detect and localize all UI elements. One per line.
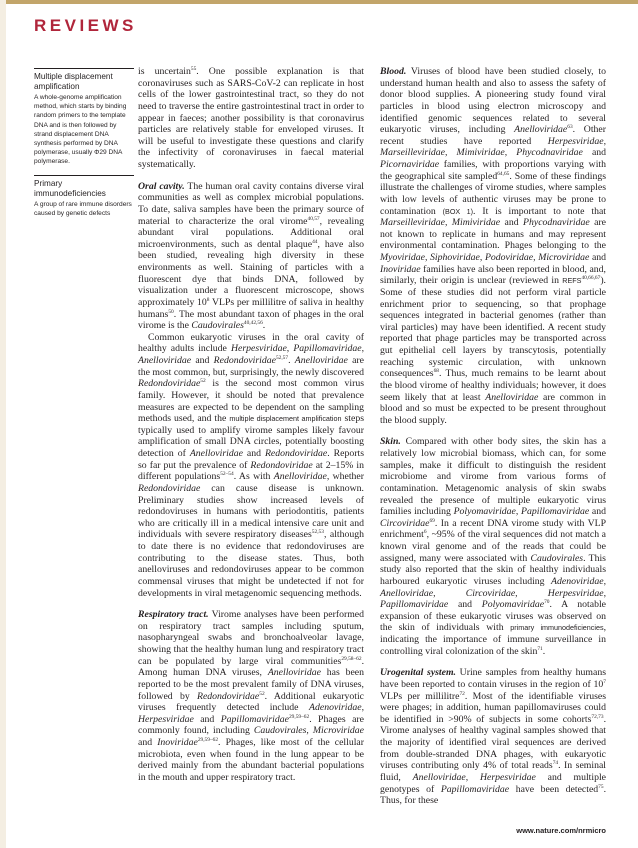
citation-ref[interactable]: 40,66,67 xyxy=(581,275,601,282)
taxon-name: Herpesviridae xyxy=(547,135,604,147)
taxon-name: Anelloviridae xyxy=(485,391,539,403)
taxon-name: Picornaviridae xyxy=(380,159,440,170)
citation-ref[interactable]: 29,58–62 xyxy=(341,655,362,662)
taxon-name: Microviridae xyxy=(538,252,590,263)
left-margin-strip xyxy=(0,0,6,848)
taxon-name: Inoviridae xyxy=(380,263,421,275)
paragraph-oral-eukaryotic: Common eukaryotic viruses in the oral cavity of healthy adults include Herpesviridae, Papillomaviridae, Anelloviridae and Redondoviridae$^{52,57}$. Anelloviridae are the most common, but, surprisingly, the newly discovered Redondoviridae$^{52}$ is the second most common virus family. However, it should be noted that prevalence measures are expected to be dependent on the sampling methods used, and the multiple displacement amplification steps typically used to amplify virome samples likely favour amplification of small DNA circles, potentially boosting detection of Anelloviridae and Redondoviridae. Reports so far put the prevalence of Redondoviridae at 2–15% in different populations$^{52-54}$. As with Anelloviridae, whether Redondoviridae can cause disease is unknown. Preliminary studies show increased levels of redondoviruses in humans with periodontitis, patients who are critically ill in a medical intensive care unit and individuals with severe respiratory diseases$^{52,53}$, although to date there is no evidence that redondoviruses are contributing to the disease states. Thus, both anelloviruses and redondoviruses appear to be common commensal viruses that might be undetected if not for developments in viral metagenomic sequencing methods. xyxy=(138,331,365,599)
taxon-name: Papillomaviridae xyxy=(440,783,510,795)
citation-ref[interactable]: 64,65 xyxy=(497,170,510,177)
paragraph-respiratory-tract: Respiratory tract. Virome analyses have been performed on respiratory tract samples including sputum, nasopharyngeal swabs and bronchoalveolar lavage, showing that the healthy human lung and respiratory tract can be populated by large viral communities$^{29,58-62}$. Among human DNA viruses, Anelloviridae has been reported to be the most prevalent family of DNA viruses, followed by Redondoviridae$^{52}$. Additional eukaryotic viruses frequently detected include Adenoviridae, Herpesviridae and Papillomaviridae$^{29,59-62}$. Phages are commonly found, including Caudovirales, Microviridae and Inoviridae$^{29,59-62}$. Phages, like most of the cellular microbiota, even when found in the lung appear to be derived mainly from the abundant bacterial populations in the mouth and upper respiratory tract. xyxy=(138,609,365,783)
citation-ref[interactable]: 71 xyxy=(537,645,543,652)
right-text-column xyxy=(380,66,606,807)
taxon-name: Marseilleviridae xyxy=(380,147,445,159)
citation-ref[interactable]: 52,53 xyxy=(311,529,324,536)
taxon-name: Redondoviridae xyxy=(213,355,276,366)
run-in-heading: Urogenital system. xyxy=(380,667,456,679)
citation-ref[interactable]: 69 xyxy=(429,517,435,524)
glossary-term: Multiple displacement amplification xyxy=(34,68,134,92)
citation-ref[interactable]: 52 xyxy=(259,690,265,697)
taxon-name: Caudovirales xyxy=(530,552,584,564)
paragraph-urogenital: Urogenital system. Urine samples from healthy humans have been reported to contain viruses in the region of $10^7$ VLPs per millilitre$^{72}$. Most of the identifiable viruses were phages; in addition, human papillomaviruses could be identified in >90% of subjects in some cohorts$^{72,73}$. Virome analyses of healthy vaginal samples showed that the majority of identified viral sequences are derived from double-stranded DNA phages, with eukaryotic viruses contributing only 4% of total reads$^{74}$. In seminal fluid, Anelloviridae, Herpesviridae and multiple genotypes of Papillomaviridae have been detected$^{75}$. Thus, for these xyxy=(380,667,607,807)
taxon-name: Redondoviridae xyxy=(138,482,201,494)
taxon-name: Redondoviridae xyxy=(264,448,328,459)
citation-ref[interactable]: 68 xyxy=(433,368,439,375)
taxon-name: Mimiviridae xyxy=(451,217,501,229)
citation-ref[interactable]: 44 xyxy=(312,238,318,245)
glossary-term: Primary immunodeficiencies xyxy=(34,175,134,199)
taxon-name: Anelloviridae xyxy=(189,448,243,459)
taxon-name: Anelloviridae xyxy=(267,667,321,679)
taxon-name: Phycodnaviridae xyxy=(523,217,590,229)
paragraph-skin: Skin. Compared with other body sites, the skin has a relatively low microbial biomass, which can, for some samples, make it difficult to distinguish the resident microbiome and virome from various forms of contamination. Metagenomic analysis of skin swabs revealed the presence of multiple eukaryotic virus families including Polyomaviridae, Papillomaviridae and Circoviridae$^{69}$. In a recent DNA virome study with VLP enrichment$^6$, ~95% of the viral sequences did not match a known viral genome and of the reads that could be assigned, many were associated with Caudovirales. This study also reported that the skin of healthy individuals harboured eukaryotic viruses including Adenoviridae, Anelloviridae, Circoviridae, Herpesviridae, Papillomaviridae and Polyomaviridae$^{70}$. A notable expansion of these eukaryotic viruses was observed on the skin of individuals with primary immunodeficiencies, indicating the importance of immune surveillance in controlling viral colonization of the skin$^{71}$. xyxy=(380,436,607,657)
citation-ref[interactable]: 50 xyxy=(168,308,174,315)
taxon-name: Phycodnaviridae xyxy=(516,147,583,159)
section-label: REVIEWS xyxy=(34,16,137,35)
taxon-name: Anelloviridae xyxy=(273,471,327,483)
taxon-name: Redondoviridae xyxy=(250,459,313,471)
taxon-name: Adenoviridae xyxy=(551,575,604,587)
taxon-name: Microviridae xyxy=(312,725,365,737)
citation-ref[interactable]: 75 xyxy=(598,783,604,790)
paragraph-oral-cavity: Oral cavity. The human oral cavity contains diverse viral communities as well as complex microbial populations. To date, saliva samples have been the primary source of material to characterize the oral virome$^{40,57}$, revealing abundant viral populations. Additional oral microenvironments, such as dental plaque$^{44}$, have also been studied, revealing high diversity in these environments as well. Staining of particles with a fluorescent dye that binds DNA, followed by visualization under a fluorescent microscope, shows approximately $10^8$ VLPs per millilitre of saliva in healthy humans$^{50}$. The most abundant taxon of phages in the oral virome is the Caudovirales$^{40,42,56}$. xyxy=(138,180,364,332)
glossary-link[interactable]: (BOX 1) xyxy=(442,206,474,216)
citation-ref[interactable]: 63 xyxy=(567,124,573,131)
taxon-name: Siphoviridae xyxy=(430,252,480,263)
glossary-link[interactable]: multiple displacement amplification xyxy=(229,414,342,424)
paragraph-blood: Blood. Viruses of blood have been studied closely, to understand human health and also to assess the safety of donor blood supplies. A pioneering study found viral particles in blood using electron microscopy and identified genomic sequences related to several eukaryotic viruses, including Anelloviridae$^{63}$. Other recent studies have reported Herpesviridae, Marseilleviridae, Mimiviridae, Phycodnaviridae and Picornaviridae families, with proportions varying with the geographical site sampled$^{64,65}$. Some of these findings illustrate the challenges of virome studies, where samples with low levels of authentic viruses may be prone to contamination (BOX 1). It is important to note that Marseilleviridae, Mimiviridae and Phycodnaviridae are not known to replicate in humans and may represent environmental contamination. Phages belonging to the Myoviridae, Siphoviridae, Podoviridae, Microviridae and Inoviridae families have also been reported in blood, and, similarly, their origin is unclear (reviewed in REFS$^{40,66,67}$). Some of these studies did not perform viral particle enrichment prior to sequencing, so that prophage sequences integrated in bacterial genomes (rather than viral particles) may have been identified. A recent study reported that phage particles may be transported across gut epithelial cell layers by transcytosis, potentially reaching systemic circulation, with unknown consequences$^{68}$. Thus, much remains to be learnt about the blood virome of healthy individuals; however, it does seem likely that at least Anelloviridae are common in blood and so must be expected to be present throughout the blood supply. xyxy=(380,66,607,426)
citation-ref[interactable]: 70 xyxy=(544,599,550,606)
taxon-name: Herpesviridae xyxy=(480,771,536,783)
glossary-definition: A group of rare immune disorders caused by genetic defects xyxy=(34,200,132,217)
taxon-name: Anelloviridae xyxy=(294,355,348,366)
citation-ref[interactable]: 52,57 xyxy=(275,355,289,361)
glossary-link[interactable]: REFS xyxy=(562,276,582,286)
taxon-name: Herpesviridae xyxy=(231,343,287,355)
glossary-entry xyxy=(34,68,134,167)
taxon-name: Anelloviridae xyxy=(412,771,466,783)
taxon-name: Anelloviridae xyxy=(514,124,568,136)
citation-ref[interactable]: 6 xyxy=(423,529,427,536)
citation-ref[interactable]: 52–54 xyxy=(220,471,234,478)
taxon-name: Anelloviridae xyxy=(138,355,192,366)
taxon-name: Mimiviridae xyxy=(456,147,505,159)
citation-ref[interactable]: 29,59–62 xyxy=(197,737,219,743)
taxon-name: Marseilleviridae xyxy=(380,217,445,229)
citation-ref[interactable]: 55 xyxy=(190,66,197,72)
taxon-name: Polyomaviridae xyxy=(453,506,516,518)
taxon-name: Herpesviridae xyxy=(138,713,194,725)
taxon-name: Redondoviridae xyxy=(196,690,260,702)
taxon-name: Circoviridae xyxy=(465,587,516,599)
taxon-name: Papillomaviridae xyxy=(220,713,289,725)
footer-url: www.nature.com/nrmicro xyxy=(516,826,606,835)
taxon-name: Papillomaviridae xyxy=(521,506,590,518)
run-in-heading: Oral cavity. xyxy=(138,180,185,192)
run-in-heading: Skin. xyxy=(380,436,401,448)
taxon-name: Polyomaviridae xyxy=(481,599,545,611)
taxon-name: Redondoviridae xyxy=(138,378,201,390)
citation-ref[interactable]: 29,59–62 xyxy=(288,713,310,720)
citation-ref[interactable]: 52 xyxy=(200,378,206,385)
citation-ref[interactable]: 74 xyxy=(552,760,559,767)
glossary-sidebar xyxy=(34,68,134,226)
glossary-definition: A whole-genome amplification method, which starts by binding random primers to the template DNA and is then followed by strand displacement DNA synthesis performed by DNA polymerase, usually Φ29 DNA polymerase. xyxy=(34,94,127,166)
citation-ref[interactable]: 72,73 xyxy=(591,713,604,720)
run-in-heading: Respiratory tract. xyxy=(138,609,209,621)
taxon-name: Inoviridae xyxy=(157,737,198,748)
taxon-name: Myoviridae xyxy=(380,252,425,263)
taxon-name: Circoviridae xyxy=(380,517,430,529)
citation-ref[interactable]: 40,42,56 xyxy=(243,320,263,327)
taxon-name: Podoviridae xyxy=(484,252,534,263)
citation-ref[interactable]: 72 xyxy=(459,690,465,697)
paragraph-intro: is uncertain$^{55}$. One possible explanation is that coronaviruses such as SARS-CoV-2 can replicate in host cells of the lower gastrointestinal tract, so they do not need to traverse the entire gastrointestinal tract in order to appear in faeces; another possibility is that coronavirus particles are relatively stable for enveloped viruses. It will be useful to investigate these questions and clarify the infectivity of coronaviruses in faecal material systematically. xyxy=(138,66,364,170)
run-in-heading: Blood. xyxy=(380,66,407,77)
citation-ref[interactable]: 8 xyxy=(206,296,210,303)
citation-ref[interactable]: 40,57 xyxy=(307,215,320,222)
taxon-name: Caudovirales xyxy=(191,320,244,332)
taxon-name: Caudovirales xyxy=(253,725,307,737)
taxon-name: Anelloviridae xyxy=(380,587,434,599)
taxon-name: Papillomaviridae xyxy=(380,599,449,611)
left-text-column xyxy=(138,66,364,784)
taxon-name: Adenoviridae xyxy=(309,702,362,714)
taxon-name: Herpesviridae xyxy=(547,587,604,599)
taxon-name: Papillomaviridae xyxy=(293,343,362,355)
top-accent-bar xyxy=(0,0,638,4)
glossary-entry xyxy=(34,175,134,218)
citation-ref[interactable]: 7 xyxy=(603,678,606,685)
glossary-link[interactable]: primary immunodeficiencies xyxy=(510,623,604,633)
